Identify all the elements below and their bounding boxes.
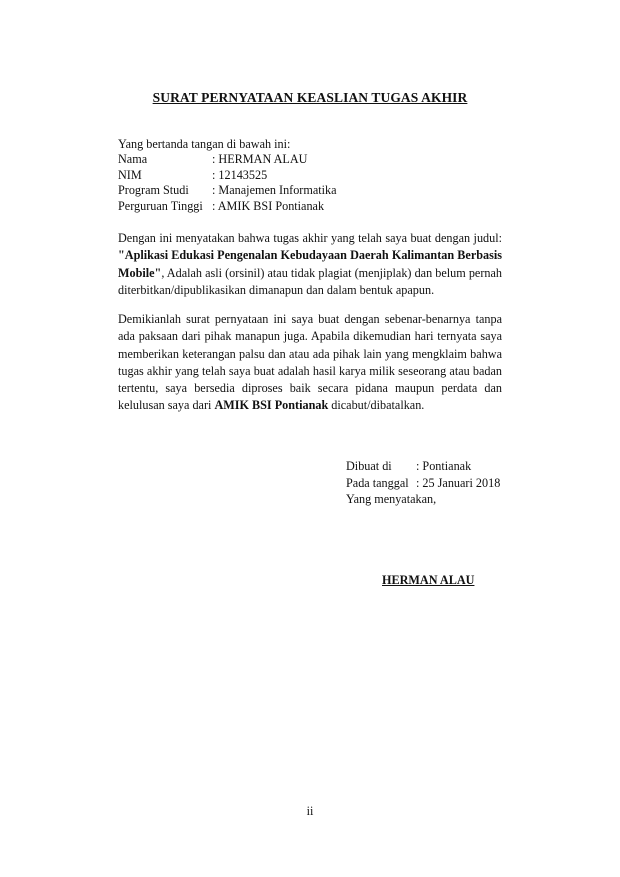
identity-label: Program Studi	[118, 183, 189, 198]
closing-text: Yang menyatakan,	[346, 492, 437, 507]
place-value: : Pontianak	[416, 459, 472, 473]
identity-row-name	[118, 152, 337, 168]
statement-rest: , Adalah asli (orsinil) atau tidak plagiat (menjiplak) dan belum pernah diterbitkan/dipublikasikan dimanapun dan dalam bentuk apapun.	[118, 265, 502, 297]
institution-name: AMIK BSI Pontianak	[214, 398, 329, 413]
identity-block	[118, 152, 337, 214]
signature-block	[346, 458, 500, 508]
identity-label: Nama	[118, 152, 148, 166]
identity-value: : AMIK BSI Pontianak	[212, 198, 325, 213]
identity-label: NIM	[118, 167, 142, 182]
date-label: Pada tanggal	[346, 475, 409, 490]
document-title: SURAT PERNYATAAN KEASLIAN TUGAS AKHIR	[152, 90, 468, 105]
declaration-rest: dicabut/dibatalkan.	[328, 398, 425, 413]
signature-date-row	[346, 475, 500, 492]
place-label: Dibuat di	[346, 459, 392, 473]
declaration-paragraph	[118, 311, 502, 415]
identity-value: : 12143525	[212, 167, 268, 182]
statement-lead: Dengan ini menyatakan bahwa tugas akhir yang telah saya buat dengan judul:	[118, 231, 502, 245]
identity-value: : HERMAN ALAU	[212, 152, 308, 166]
statement-paragraph	[118, 230, 502, 299]
page-number: ii	[306, 804, 314, 818]
signature-place-row	[346, 458, 500, 475]
date-value: : 25 Januari 2018	[416, 475, 501, 490]
identity-value: : Manajemen Informatika	[212, 183, 337, 198]
declaration-lead: Demikianlah surat pernyataan ini saya buat dengan sebenar-benarnya tanpa ada paksaan dari pihak manapun juga. Apabila dikemudian hari ternyata saya memberikan keterangan palsu dan atau ada pihak lain yang mengklaim bahwa tugas akhir yang telah saya buat adalah hasil karya milik seseorang atau badan tertentu, saya bersedia diproses baik secara pidana maupun perdata dan kelulusan saya dari	[118, 312, 502, 413]
identity-row-program	[118, 183, 337, 199]
identity-row-nim	[118, 168, 337, 184]
identity-row-institution	[118, 199, 337, 215]
identity-label: Perguruan Tinggi	[118, 198, 203, 213]
thesis-title: "Aplikasi Edukasi Pengenalan Kebudayaan Daerah Kalimantan Berbasis Mobile"	[118, 248, 502, 280]
signer-name: HERMAN ALAU	[382, 573, 475, 587]
intro-text: Yang bertanda tangan di bawah ini:	[118, 137, 291, 151]
